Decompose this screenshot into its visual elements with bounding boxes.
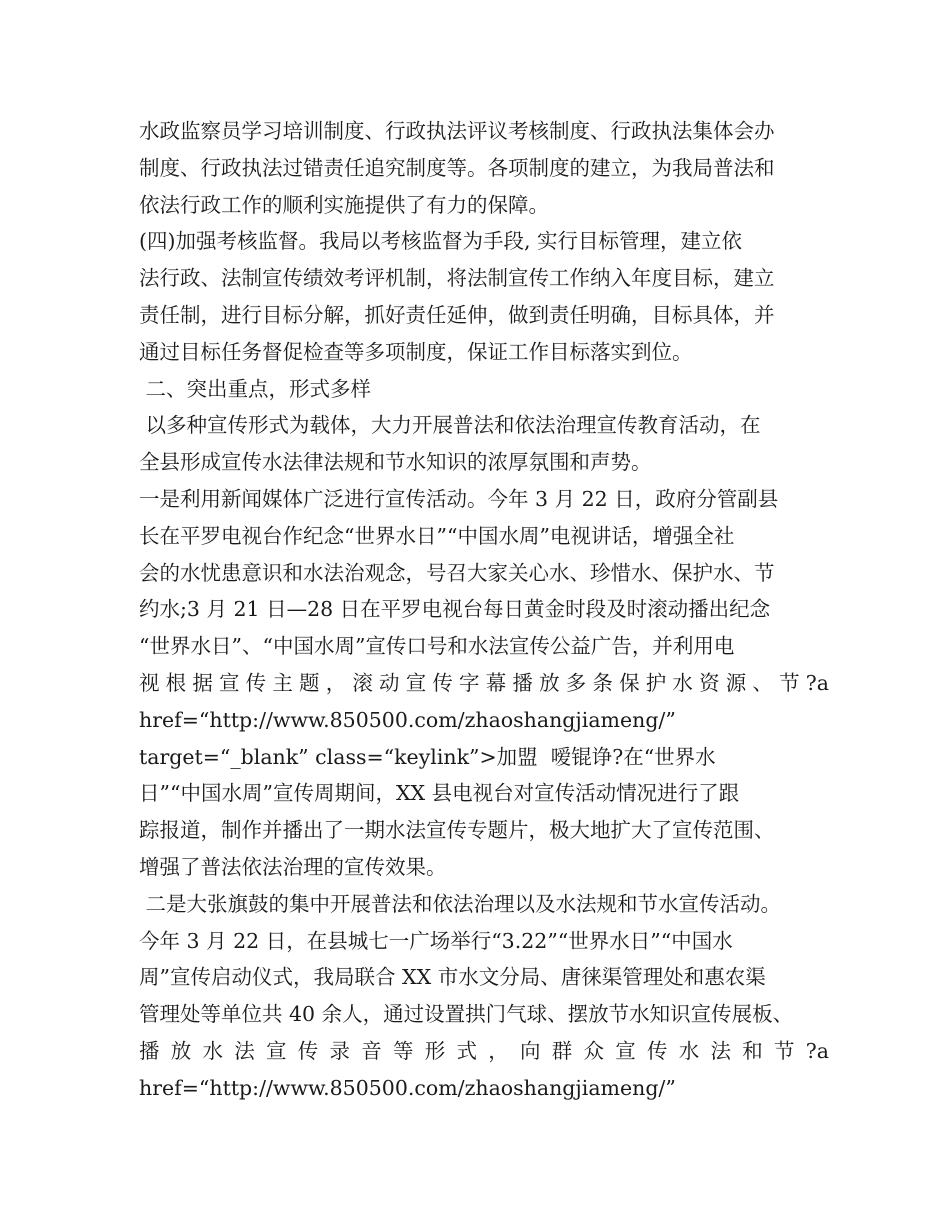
text-line: 以多种宣传形式为载体，大力开展普法和依法治理宣传教育活动，在: [139, 413, 761, 438]
text-line: 播放水法宣传录音等形式，向群众宣传水法和节?a: [139, 1038, 829, 1063]
text-line: 法行政、法制宣传绩效考评机制，将法制宣传工作纳入年度目标，建立: [139, 266, 775, 291]
text-line: 周”宣传启动仪式，我局联合 XX 市水文分局、唐徕渠管理处和惠农渠: [139, 965, 766, 990]
text-line: 日”“中国水周”宣传周期间，XX 县电视台对宣传活动情况进行了跟: [139, 781, 740, 806]
text-line: 水政监察员学习培训制度、行政执法评议考核制度、行政执法集体会办: [139, 119, 775, 143]
text-line: 管理处等单位共 40 余人，通过设置拱门气球、摆放节水知识宣传展板、: [139, 1002, 794, 1027]
text-line: 长在平罗电视台作纪念“世界水日”“中国水周”电视讲话，增强全社: [139, 523, 735, 548]
text-line: 视根据宣传主题，滚动宣传字幕播放多条保护水资源、节?a: [139, 670, 829, 695]
text-line: 责任制，进行目标分解，抓好责任延伸，做到责任明确，目标具体，并: [139, 302, 775, 327]
text-line: 增强了普法依法治理的宣传效果。: [139, 854, 447, 879]
document-body: [139, 113, 829, 1107]
text-line: 会的水忧患意识和水法治观念，号召大家关心水、珍惜水、保护水、节: [139, 560, 775, 585]
text-line: 一是利用新闻媒体广泛进行宣传活动。今年 3 月 22 日，政府分管副县: [139, 486, 779, 511]
section-heading: 二、突出重点，形式多样: [139, 376, 372, 401]
text-line: 二是大张旗鼓的集中开展普法和依法治理以及水法规和节水宣传活动。: [139, 891, 782, 916]
text-line: href=“http://www.850500.com/zhaoshangjiameng/”: [139, 1075, 676, 1100]
text-line: 制度、行政执法过错责任追究制度等。各项制度的建立，为我局普法和: [139, 155, 775, 180]
text-line: target=“_blank” class=“keylink”>加盟 嗳锟诤?在“世界水: [139, 744, 716, 769]
text-line: 踪报道，制作并播出了一期水法宣传专题片，极大地扩大了宣传范围、: [139, 818, 775, 843]
text-line: 今年 3 月 22 日，在县城七一广场举行“3.22”“世界水日”“中国水: [139, 928, 733, 953]
text-line: 约水;3 月 21 日—28 日在平罗电视台每日黄金时段及时滚动播出纪念: [139, 597, 771, 622]
text-line: href=“http://www.850500.com/zhaoshangjiameng/”: [139, 707, 676, 732]
text-line: 依法行政工作的顺利实施提供了有力的保障。: [139, 192, 549, 217]
text-line: 通过目标任务督促检查等多项制度，保证工作目标落实到位。: [139, 339, 693, 364]
text-line: 全县形成宣传水法律法规和节水知识的浓厚氛围和声势。: [139, 450, 652, 475]
text-line: “世界水日”、“中国水周”宣传口号和水法宣传公益广告，并利用电: [139, 634, 735, 659]
section-heading: (四)加强考核监督。我局以考核监督为手段, 实行目标管理，建立依: [139, 229, 743, 254]
